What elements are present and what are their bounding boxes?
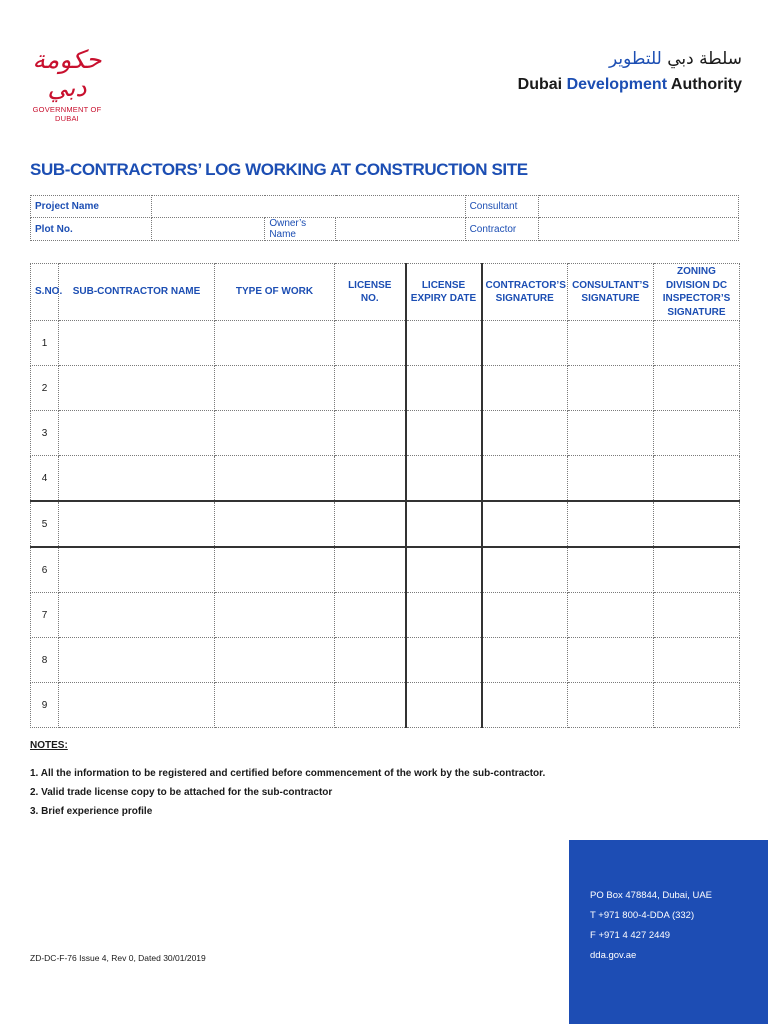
cell-inspector-signature[interactable] [654,683,740,728]
owners-name-field[interactable] [336,218,465,241]
cell-license-expiry[interactable] [406,593,482,638]
cell-license-expiry[interactable] [406,638,482,683]
cell-contractor-signature[interactable] [482,683,568,728]
cell-contractor-signature[interactable] [482,366,568,411]
cell-sno: 8 [31,638,59,683]
col-header-inspector-signature: ZONING DIVISION DC INSPECTOR’S SIGNATURE [654,264,740,321]
cell-contractor-signature[interactable] [482,501,568,547]
table-row [31,366,740,411]
note-item: 3. Brief experience profile [30,806,153,817]
plot-no-field[interactable] [152,218,265,241]
cell-license-expiry[interactable] [406,411,482,456]
cell-type-of-work[interactable] [215,411,335,456]
table-row [31,501,740,547]
dda-english-part3: Authority [670,75,742,93]
table-row [31,321,740,366]
dda-english-part2: Development [566,75,668,93]
gov-arabic-text: حكومة دبي [32,45,102,102]
cell-license-expiry[interactable] [406,456,482,502]
note-item: 2. Valid trade license copy to be attached for the sub-contractor [30,787,333,798]
cell-license-expiry[interactable] [406,501,482,547]
sub-contractors-log-table [30,263,740,728]
project-name-label: Project Name [31,196,152,218]
cell-license-no[interactable] [335,593,406,638]
cell-subcontractor-name[interactable] [59,638,215,683]
cell-sno: 9 [31,683,59,728]
cell-sno: 7 [31,593,59,638]
project-name-field[interactable] [152,196,465,218]
dda-arabic-text [518,50,742,70]
project-info-table [30,195,739,241]
website-link[interactable]: dda.gov.ae [590,950,637,961]
cell-sno: 5 [31,501,59,547]
table-row [31,683,740,728]
cell-license-no[interactable] [335,501,406,547]
cell-contractor-signature[interactable] [482,321,568,366]
fax-text: F +971 4 427 2449 [590,930,671,941]
consultant-field[interactable] [538,196,738,218]
cell-inspector-signature[interactable] [654,638,740,683]
cell-consultant-signature[interactable] [568,366,654,411]
cell-inspector-signature[interactable] [654,366,740,411]
cell-consultant-signature[interactable] [568,501,654,547]
owners-name-label: Owner’s Name [265,218,336,241]
cell-license-no[interactable] [335,456,406,502]
cell-license-expiry[interactable] [406,547,482,593]
telephone-text: T +971 800-4-DDA (332) [590,910,695,921]
table-row [31,547,740,593]
notes-section [30,740,545,825]
cell-consultant-signature[interactable] [568,321,654,366]
gov-english-text: GOVERNMENT OF DUBAI [32,105,102,123]
cell-sno: 4 [31,456,59,502]
government-of-dubai-logo [24,46,110,123]
cell-inspector-signature[interactable] [654,593,740,638]
cell-subcontractor-name[interactable] [59,366,215,411]
consultant-label: Consultant [465,196,538,218]
cell-license-no[interactable] [335,547,406,593]
cell-type-of-work[interactable] [215,501,335,547]
cell-subcontractor-name[interactable] [59,411,215,456]
cell-consultant-signature[interactable] [568,593,654,638]
table-row [31,456,740,502]
cell-type-of-work[interactable] [215,321,335,366]
cell-subcontractor-name[interactable] [59,547,215,593]
col-header-type-of-work: TYPE OF WORK [215,264,335,321]
table-header-row [31,264,740,321]
notes-heading: NOTES: [30,740,68,751]
dda-arabic-part1: سلطة دبي [667,49,742,69]
plot-no-label: Plot No. [31,218,152,241]
cell-consultant-signature[interactable] [568,638,654,683]
cell-consultant-signature[interactable] [568,456,654,502]
cell-inspector-signature[interactable] [654,456,740,502]
cell-sno: 2 [31,366,59,411]
cell-contractor-signature[interactable] [482,593,568,638]
col-header-consultant-signature: CONSULTANT’S SIGNATURE [568,264,654,321]
cell-inspector-signature[interactable] [654,321,740,366]
cell-license-expiry[interactable] [406,366,482,411]
cell-subcontractor-name[interactable] [59,593,215,638]
contractor-field[interactable] [538,218,738,241]
cell-sno: 1 [31,321,59,366]
col-header-license-expiry: LICENSE EXPIRY DATE [406,264,482,321]
cell-consultant-signature[interactable] [568,411,654,456]
note-item: 1. All the information to be registered and certified before commencement of the work by the sub-contractor. [30,768,546,779]
cell-subcontractor-name[interactable] [59,321,215,366]
cell-sno: 3 [31,411,59,456]
cell-contractor-signature[interactable] [482,638,568,683]
cell-type-of-work[interactable] [215,683,335,728]
cell-contractor-signature[interactable] [482,411,568,456]
col-header-sno: S.NO. [31,264,59,321]
cell-contractor-signature[interactable] [482,547,568,593]
cell-sno: 6 [31,547,59,593]
info-row-project [31,196,739,218]
cell-license-expiry[interactable] [406,683,482,728]
po-box-text: PO Box 478844, Dubai, UAE [590,890,712,901]
col-header-contractor-signature: CONTRACTOR’S SIGNATURE [482,264,568,321]
cell-type-of-work[interactable] [215,638,335,683]
col-header-license-no: LICENSE NO. [335,264,406,321]
cell-license-no[interactable] [335,683,406,728]
cell-license-expiry[interactable] [406,321,482,366]
cell-consultant-signature[interactable] [568,547,654,593]
cell-license-no[interactable] [335,638,406,683]
contractor-label: Contractor [465,218,538,241]
dda-english-part1: Dubai [517,75,563,93]
col-header-subcontractor-name: SUB-CONTRACTOR NAME [59,264,215,321]
cell-type-of-work[interactable] [215,547,335,593]
dda-logo [518,50,742,94]
dda-english-text [518,76,742,94]
cell-license-no[interactable] [335,366,406,411]
cell-contractor-signature[interactable] [482,456,568,502]
cell-type-of-work[interactable] [215,366,335,411]
dda-arabic-part2: للتطوير [609,49,662,69]
cell-subcontractor-name[interactable] [59,456,215,502]
table-row [31,638,740,683]
cell-inspector-signature[interactable] [654,411,740,456]
contact-panel [569,840,768,1024]
cell-inspector-signature[interactable] [654,501,740,547]
info-row-plot [31,218,739,241]
cell-subcontractor-name[interactable] [59,501,215,547]
cell-inspector-signature[interactable] [654,547,740,593]
document-reference: ZD-DC-F-76 Issue 4, Rev 0, Dated 30/01/2019 [30,953,206,963]
document-title: SUB-CONTRACTORS’ LOG WORKING AT CONSTRUCTION SITE [30,160,528,179]
table-row [31,593,740,638]
contact-lines [590,886,712,946]
table-row [31,411,740,456]
cell-type-of-work[interactable] [215,593,335,638]
cell-subcontractor-name[interactable] [59,683,215,728]
cell-consultant-signature[interactable] [568,683,654,728]
cell-license-no[interactable] [335,411,406,456]
cell-license-no[interactable] [335,321,406,366]
cell-type-of-work[interactable] [215,456,335,502]
